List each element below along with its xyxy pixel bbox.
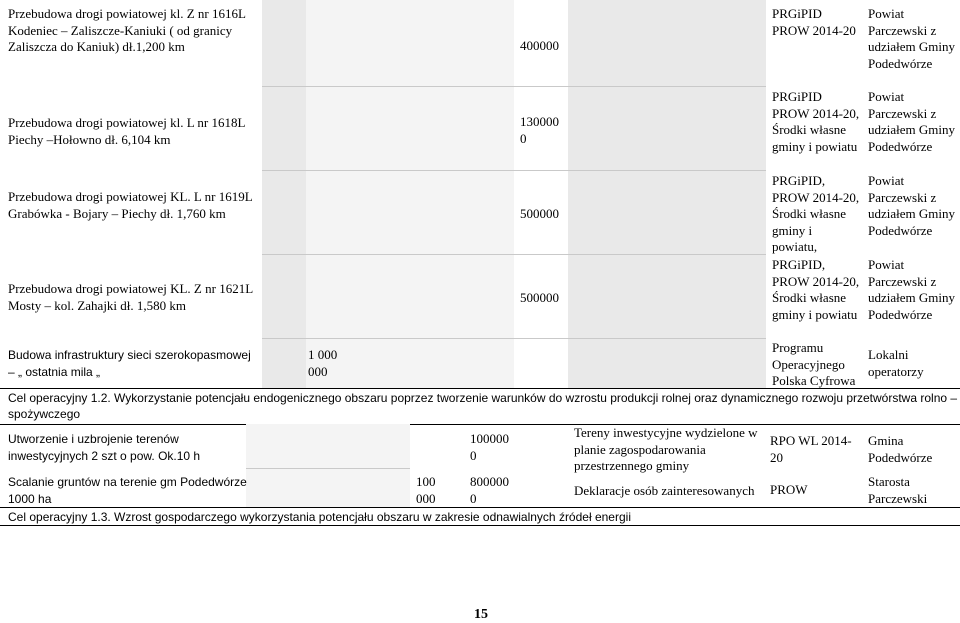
source-cell: PROW — [770, 482, 808, 497]
entity-cell: Gmina Podedwórze — [868, 433, 933, 465]
cost-cell: 100 000 — [416, 474, 436, 506]
divider — [0, 525, 960, 526]
row-separator — [262, 170, 766, 171]
shaded-column-3 — [568, 0, 766, 388]
entity-cell: Powiat Parczewski z udziałem Gminy Podedwórze — [868, 257, 956, 322]
shaded-column — [246, 424, 410, 508]
row-separator — [262, 338, 766, 339]
entity-cell: Powiat Parczewski z udziałem Gminy Podedwórze — [868, 89, 956, 154]
row-separator — [262, 254, 766, 255]
task-cell: Budowa infrastruktury sieci szerokopasmowej – „ ostatnia mila „ — [8, 348, 251, 379]
source-cell: PRGiPID PROW 2014-20 — [772, 6, 856, 38]
entity-cell: Starosta Parczewski — [868, 474, 928, 506]
goal-1-3-heading — [0, 508, 960, 526]
indicator-cell: Deklaracje osób zainteresowanych — [574, 483, 755, 498]
shaded-column-1 — [262, 0, 306, 388]
task-cell: Przebudowa drogi powiatowej kl. L nr 1618L Piechy –Hołowno dł. 6,104 km — [8, 115, 245, 147]
row-separator — [246, 468, 410, 469]
page-number: 15 — [474, 607, 488, 622]
cost-cell: 500000 — [520, 206, 559, 221]
divider — [0, 388, 960, 389]
mid-table — [0, 424, 960, 508]
cost-cell: 100000 0 — [470, 431, 509, 463]
cost-cell: 400000 — [520, 38, 559, 53]
source-cell: RPO WL 2014-20 — [770, 433, 852, 465]
entity-cell: Powiat Parczewski z udziałem Gminy Podedwórze — [868, 173, 956, 238]
task-cell: Przebudowa drogi powiatowej KL. Z nr 1621L Mosty – kol. Zahajki dł. 1,580 km — [8, 281, 253, 313]
source-cell: PRGiPID PROW 2014-20, Środki własne gminy i powiatu — [772, 89, 860, 154]
task-cell: Przebudowa drogi powiatowej KL. L nr 1619L Grabówka - Bojary – Piechy dł. 1,760 km — [8, 189, 253, 221]
source-cell: PRGiPID, PROW 2014-20, Środki własne gminy i powiatu, — [772, 173, 860, 254]
task-cell: Przebudowa drogi powiatowej kl. Z nr 1616L Kodeniec – Zaliszcze-Kaniuki ( od granicy Zaliszcza do Kaniuk) dł.1,200 km — [8, 6, 246, 54]
task-cell: Utworzenie i uzbrojenie terenów inwestycyjnych 2 szt o pow. Ok.10 h — [8, 432, 201, 463]
cost-cell: 500000 — [520, 290, 559, 305]
cost-cell: 130000 0 — [520, 114, 559, 146]
shaded-column-2 — [306, 0, 514, 388]
cost-cell: 1 000 000 — [308, 347, 338, 379]
goal-1-2-text: Cel operacyjny 1.2. Wykorzystanie potencjału endogenicznego obszaru poprzez tworzenie warunków do wzrostu produkcji rolnej oraz dynamicznego rozwoju przetwórstwa rolno – spożywczego — [8, 391, 958, 421]
entity-cell: Powiat Parczewski z udziałem Gminy Podedwórze — [868, 6, 956, 71]
indicator-cell: Tereny inwestycyjne wydzielone w planie zagospodarowania przestrzennego gminy — [574, 425, 758, 473]
source-cell: PRGiPID, PROW 2014-20, Środki własne gminy i powiatu — [772, 257, 860, 322]
goal-1-3-text: Cel operacyjny 1.3. Wzrost gospodarczego wykorzystania potencjału obszaru w zakresie odnawialnych źródeł energii — [8, 510, 631, 524]
entity-cell: Lokalni operatorzy — [868, 347, 924, 379]
goal-1-2-heading — [0, 389, 960, 423]
row-separator — [262, 86, 766, 87]
task-cell: Scalanie gruntów na terenie gm Podedwórze 1000 ha — [8, 475, 247, 506]
source-cell: Programu Operacyjnego Polska Cyfrowa — [772, 340, 856, 388]
cost-cell: 800000 0 — [470, 474, 509, 506]
